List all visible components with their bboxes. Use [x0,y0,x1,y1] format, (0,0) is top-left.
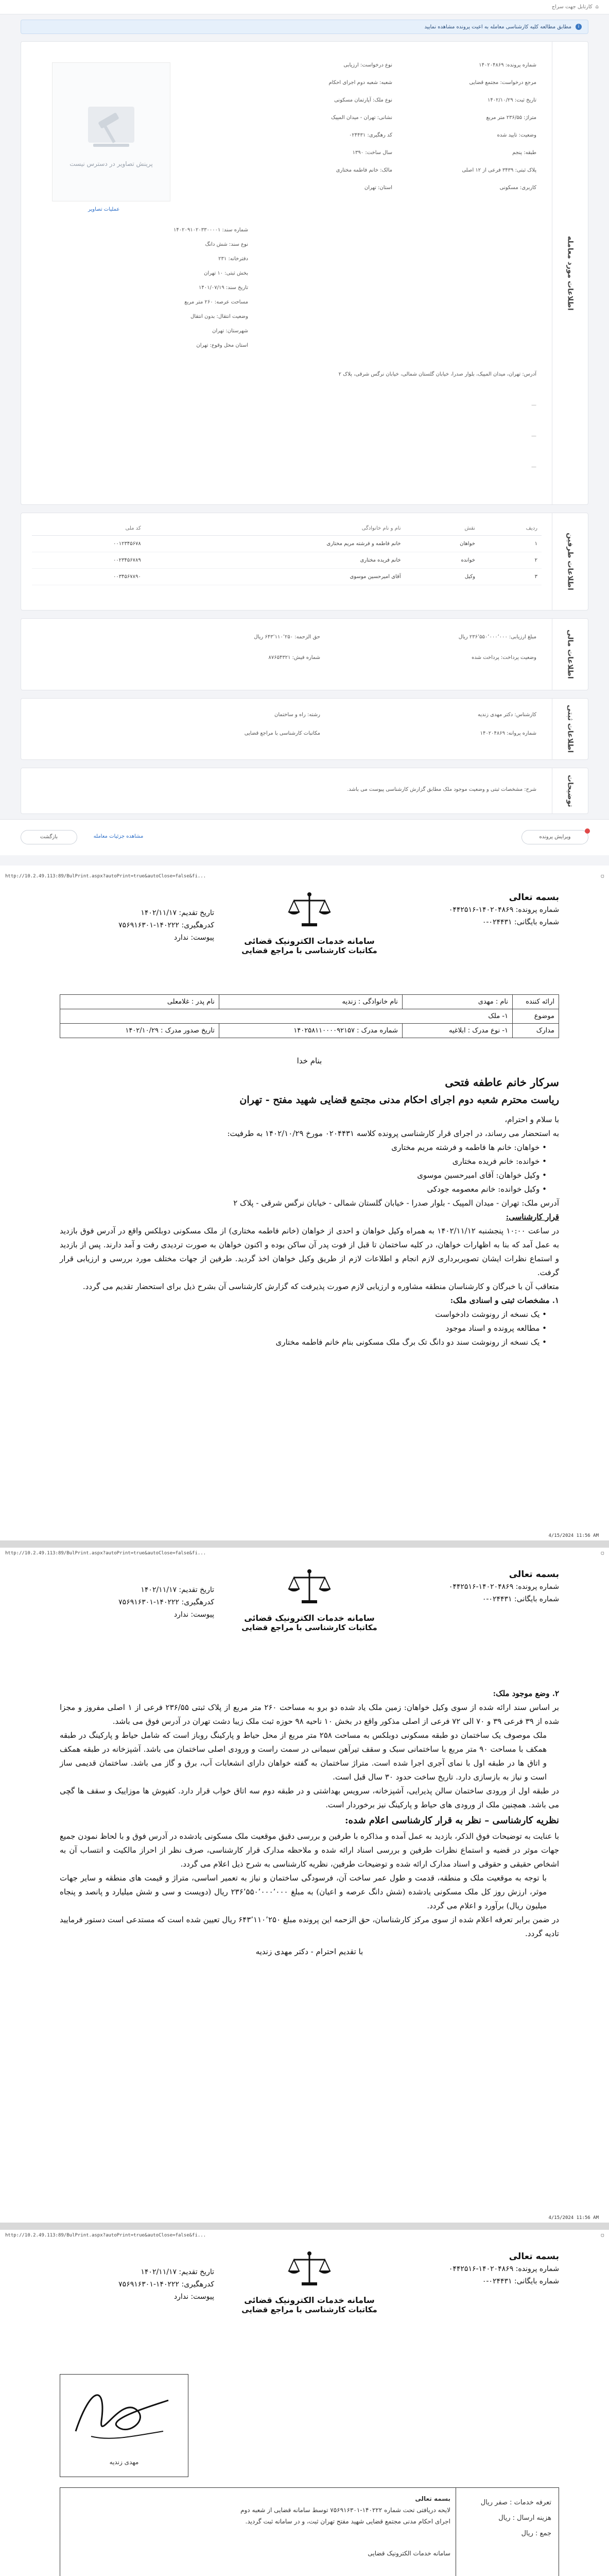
org-subtitle-2: مکاتبات کارشناسی با مراجع قضایی [241,1623,377,1632]
heading-submit-date: تاریخ تقدیم: ۱۴۰۲/۱۱/۱۷ [141,909,214,917]
meta-row-subject: موضوع ۱- ملک [60,1009,559,1024]
top-breadcrumb-bar [0,0,609,14]
parties-column-header: نقش [405,521,479,536]
receipt-box [60,2487,559,2576]
scales-of-justice-icon [286,2250,333,2292]
breadcrumb[interactable]: کارتابل جهت سراج [551,4,593,10]
doc-letterhead-2 [60,1568,559,1687]
heading-attachment-3: پیوست: ندارد [173,2293,214,2301]
registration-field: رشته: راه و ساختمان [274,712,320,718]
card-title-case: اطلاعات مورد معامله [552,42,588,504]
print-header-2 [0,1548,609,1559]
table-cell: خواهان [405,536,479,552]
doc-letterhead-3 [60,2250,559,2369]
signature-image [60,2375,184,2457]
case-field: نشانی: تهران - میدان المپیک [331,115,392,121]
doc-section-title-2: نظریه کارشناسی – نظر به قرار کارشناسی اعلام شده: [345,1815,559,1826]
registration-field: مکاتبات کارشناسی با مراجع قضایی [244,731,320,736]
table-cell: ۲ [479,552,542,569]
print-url-2: http://10.2.49.113:89/BulPrint.aspx?autoPrint=true&autoClose=false&fi... [5,1551,206,1556]
case-field: شماره پرونده: ۱۴۰۲۰۴۸۶۹ [479,62,536,68]
org-title-2: سامانه خدمات الکترونیک قضائی [244,1613,375,1623]
doc-item-1: ۱. مشخصات ثبتی و اسنادی ملک: [450,1296,559,1305]
view-details-link[interactable]: مشاهده جزئیات معامله [93,834,144,839]
doc-para-2: متعاقب آن با خبرگان و کارشناسان منطقه مشاوره و ارزیابی لازم صورت پذیرفت که گزارش کارشناسی آن بشرح ذیل برای استحضار تقدیم می گردد. [82,1282,559,1291]
parties-table [32,521,542,585]
table-cell: ۰۰۲۳۴۵۶۷۸۹ [32,552,145,569]
heading-case-number: شماره پرونده: ۱۴۰۲۰۴۸۶۹-۰۴۴۲۵۱۶ [448,906,559,914]
table-cell: ۳ [479,569,542,585]
signature-caption: مهدی زندیه [109,2459,139,2466]
notice-text: مطابق مطالعه کلیه کارشناسی معامله به اعیت پرونده مشاهده نمایید [424,24,571,30]
description-text: شرح: مشخصات ثبتی و وضعیت موجود ملک مطابق گزارش کارشناسی پیوست می باشد. [347,787,536,792]
heading-bismillah: بسمه تعالی [509,892,559,903]
case-field-secondary: مساحت عرصه: ۲۶۰ متر مربع [184,299,248,305]
heading-tracking-code-3: کدرهگیری: ۱۴۰۲۲۲-۷۵۶۹۱۶۳۰۱ [118,2280,214,2289]
table-cell: ۱ [479,536,542,552]
card-title-parties: اطلاعات طرفین [552,513,588,610]
home-icon[interactable]: ⌂ [595,4,599,10]
doc-addressee-line2: ریاست محترم شعبه دوم اجرای احکام مدنی مجتمع قضایی شهید مفتح - تهران [239,1094,559,1106]
image-placeholder [52,62,170,201]
table-row [32,552,542,569]
case-field-secondary: بخش ثبتی: ۱۰ تهران [204,270,248,276]
case-field: پلاک ثبتی: ۳۴۳۹ فرعی از ۱۲ اصلی [462,167,536,173]
document-page-1 [0,871,609,1540]
image-operations-link[interactable]: عملیات تصاویر [88,207,120,212]
heading-archive-number: شماره بایگانی: ۰۲۴۴۳۱-۰ [482,918,559,926]
table-cell: ۰۰۳۴۵۶۷۸۹۰ [32,569,145,585]
print-timestamp: 4/15/2024 11:56 AM [548,1533,599,1538]
parties-card [21,513,588,611]
receipt-content [234,2493,450,2559]
print-timestamp-2: 4/15/2024 11:56 AM [548,2215,599,2221]
table-cell: خانم فاطمه و فرشته مریم مختاری [145,536,405,552]
finance-field: وضعیت پرداخت: پرداخت شده [472,655,536,660]
doc-para-3: بر اساس سند ارائه شده از سوی وکیل خواهان: زمین ملک یاد شده دو برو به مساحت ۲۶۰ متر مربع از پلاک ثبتی ۲۳۶/۵۵ فرعی از ۱ اصلی مفروز و مجزا شده از ۳۹ فرعی ۳۹ و ۷۰ الی ۷۲ فرعی از اصلی مذکور واقع در بخش ۱۰ ناحیه ۹۸ حوزه ثبت ملک زیبا دشت تهران در آدرس فوق می باشد. [60,1703,559,1726]
case-field-secondary: تاریخ سند: ۱۴۰۱/۰۷/۱۹ [199,285,248,291]
org-title-3: سامانه خدمات الکترونیک قضائی [244,2295,375,2305]
case-extra-3: — [531,464,536,470]
case-field: کاربری: مسکونی [499,185,536,191]
heading-bismillah-3: بسمه تعالی [509,2251,559,2262]
notification-dot [585,828,590,834]
scales-of-justice-icon [286,891,333,933]
meta-row-documents: مدارک ۱- نوع مدرک : ابلاغیه شماره مدرک : ۱۴۰۲۵۸۱۱۰۰۰۰۹۲۱۵۷ تاریخ صدور مدرک : ۱۴۰۲/۱۰/۲۹ [60,1024,559,1038]
receipt-org: سامانه خدمات الکترونیک قضایی [368,2550,450,2557]
edit-case-label: ویرایش پرونده [539,834,571,840]
print-header-3 [0,2230,609,2241]
case-field-secondary: شهرستان: تهران [212,328,248,334]
case-field: وضعیت: تایید شده [497,132,536,138]
case-field: کد رهگیری: ۰۲۴۴۳۱ [349,132,392,138]
fees-column [456,2488,559,2576]
doc-para-5: در طبقه اول از ورودی ساختمان سالن پذیرایی، آشپزخانه، سرویس بهداشتی و در طبقه دوم سه اتاق خواب قرار دارد. کفپوش ها موزاییک و سقف ها گچی می باشد. همچنین ملک از ورودی های حیاط و پارکینگ نیز برخوردار است. [60,1786,559,1809]
page-separator [0,1540,609,1548]
case-field: تاریخ ثبت: ۱۴۰۲/۱۰/۲۹ [488,97,536,103]
signature-box [60,2374,188,2477]
document-page-2 [0,1548,609,2223]
letterhead-left-2 [60,1584,214,1621]
doc-para-8: در ضمن برابر تعرفه اعلام شده از سوی مرکز کارشناسان، حق الزحمه این پرونده مبلغ ۶۴۳٬۱۱۰٬۲۵۰ ریال تعیین شده است که مستدعی است دستور فرمایید تادیه گردد. [60,1915,559,1938]
finance-field: شماره فیش: ۸۷۶۵۴۳۲۱ [268,655,320,660]
case-field: مرجع درخواست: مجتمع قضایی [469,80,536,86]
letterhead-left [60,907,214,944]
case-field-secondary: استان محل وقوع: تهران [196,343,248,348]
letterhead-left-3 [60,2266,214,2303]
back-button[interactable]: بازگشت [21,830,77,844]
table-cell: ۰۰۱۲۳۴۵۶۷۸ [32,536,145,552]
parties-column-header: ردیف [479,521,542,536]
receipt-text: لایحه دریافتی تحت شماره ۱۴۰۲۲۲-۷۵۶۹۱۶۳۰۱ توسط سامانه قضایی از شعبه دوم اجرای احکام مدنی مجتمع قضایی شهید مفتح تهران ثبت، و در سامانه ثبت گردید. [240,2506,450,2525]
case-info-card [21,41,588,505]
letterhead-right-3 [389,2250,559,2287]
card-title-finance: اطلاعات مالی [552,619,588,690]
heading-tracking-code-2: کدرهگیری: ۱۴۰۲۲۲-۷۵۶۹۱۶۳۰۱ [118,1598,214,1606]
case-field: متراژ: ۲۳۶/۵۵ متر مربع [486,115,536,121]
case-extra-1: — [531,402,536,408]
case-field-secondary: وضعیت انتقال: بدون انتقال [190,314,248,319]
doc-document-item: • یک نسخه از رونوشت دادخواست [435,1310,547,1319]
doc-para-6: با عنایت به توضیحات فوق الذکر، بازدید به عمل آمده و مذاکره با طرفین و بررسی دقیق موقعیت ملک مسکونی یادشده در آدرس فوق و با لحاظ نمودن جمیع جهات موثر در قضیه و استماع نظرات طرفین و بررسی اسناد ارائه شده و ملاحظه مدارک قرار کارشناسی، صرف نظر از احراز مالکیت و انتساب آن به اشخاص حقیقی و حقوقی و اسناد مدارک ارائه شده و توضیحات طرفین، نظریه کارشناسی به شرح ذیل اعلام می گردد. [60,1832,559,1869]
doc-para-1: در ساعت ۱۰:۰۰ پنجشنبه ۱۴۰۲/۱۱/۱۲ به همراه وکیل خواهان و احدی از خواهان (خانم فاطمه مختاری) از ملک مسکونی دوبلکس واقع در آدرس فوق بازدید به عمل آمد که بنا به اظهارات خواهان، در کلیه ساختمان تا قبل از فوت پدر آن ساکن بوده و اکنون خواهان به صورت تردیدی رفت و آمد دارند. پس از بازدید و استماع نظرات ایشان تصویربرداری لازم انجام و اطلاعات لازم از طریق وکیل خواهان اخذ گردید. طرفین از جهات مختلف مورد بررسی و ارزیابی قرار گرفت. [60,1226,559,1277]
doc-party-item: • وکیل خوانده: خانم معصومه جودکی [427,1184,547,1194]
doc-intro: به استحضار می رساند، در اجرای قرار کارشناسی پرونده کلاسه ۰۲۰۴۴۳۱ مورخ ۱۴۰۲/۱۰/۲۹ به طرفیت: [227,1129,559,1138]
doc-addressee: سرکار خانم عاطفه فتحی [445,1076,559,1089]
registration-field: کارشناس: دکتر مهدی زندیه [478,712,536,718]
print-header [0,871,609,882]
case-address: آدرس: تهران، میدان المپیک، بلوار صدرا، خیابان گلستان شمالی، خیابان نرگس شرقی، پلاک ۲ [338,371,536,377]
heading-attachment-2: پیوست: ندارد [173,1611,214,1619]
letterhead-right-2 [389,1568,559,1605]
receipt-title: بسمه تعالی [415,2495,450,2502]
meta-row-submitter: ارائه کننده نام : مهدی نام خانوادگی : زندیه نام پدر : غلامعلی [60,995,559,1009]
heading-archive-number-3: شماره بایگانی: ۰۲۴۴۳۱-۰ [482,2277,559,2285]
case-field: نوع ملک: آپارتمان مسکونی [334,97,392,103]
case-field-secondary: شماره سند: ۱۴۰۲۰۹۱۰۲۰۳۳۰۰۰۰۱ [173,227,248,233]
letterhead-center [230,891,389,955]
case-field: سال ساخت: ۱۳۹۰ [352,150,392,156]
org-subtitle: مکاتبات کارشناسی با مراجع قضایی [241,946,377,955]
print-page-icon: ▢ [601,874,604,879]
description-card [21,768,588,814]
doc-greeting: با سلام و احترام، [504,1115,559,1124]
fee-line: تعرفه خدمات : صفر ریال [480,2499,551,2506]
card-title-desc: توضیحات [552,768,588,814]
doc-para-7: با توجه به موقعیت ملک و منطقه، قدمت و طول عمر ساخت آن، فرسودگی ساختمان و نیاز به تعمیر اساسی، متراژ و قیمت های منطقه و سایر جهات موثر، ارزش روز کل ملک مسکونی یادشده (شش دانگ عرصه و اعیان) به مبلغ ۲۳۶٬۵۵۰٬۰۰۰٬۰۰۰ ریال (دویست و سی و شش میلیارد و پانصد و پنجاه میلیون ریال) برآورد و اعلام می گردد. [60,1873,547,1910]
gavel-icon [83,96,140,153]
case-field-secondary: دفترخانه: ۲۳۱ [218,256,248,262]
org-subtitle-3: مکاتبات کارشناسی با مراجع قضایی [241,2305,377,2314]
heading-case-number-2: شماره پرونده: ۱۴۰۲۰۴۸۶۹-۰۴۴۲۵۱۶ [448,1583,559,1591]
org-title: سامانه خدمات الکترونیک قضائی [244,936,375,946]
table-row [32,536,542,552]
doc-party-item: • خوانده: خانم فریده مختاری [452,1157,547,1166]
doc-documents-list [60,1308,559,1349]
doc-party-item: • خواهان: خانم ها فاطمه و فرشته مریم مختاری [391,1143,547,1152]
doc-address: آدرس ملک: تهران - میدان المپیک - بلوار صدرا - خیابان گلستان شمالی - خیابان نرگس شرقی - پلاک ۲ [233,1198,559,1208]
doc-bismillah: بنام خدا [297,1056,322,1065]
parties-column-header: نام و نام خانوادگی [145,521,405,536]
info-icon: i [576,24,582,30]
case-field: استان: تهران [364,185,392,191]
heading-submit-date-2: تاریخ تقدیم: ۱۴۰۲/۱۱/۱۷ [141,1586,214,1594]
doc-parties-list [60,1141,559,1196]
doc-para-4: ملک موصوف یک ساختمان دو طبقه مسکونی دوبلکس به مساحت ۲۵۸ متر مربع از محل حیاط و پارکینگ روباز است که شامل حیاط و پارکینگ در طبقه همکف با مساحت ۹۰ متر مربع با ساختمانی سبک و سقف تیرآهن سیمانی در سمت راست و ورودی اصلی ساختمان می باشد. آشپزخانه در طبقه همکف و اتاق ها در طبقه اول با نمای آجری اجرا شده است. متراژ ساختمان به گفته خواهان دارای انشعابات آب، برق و گاز می باشد. ساختمان قدیمی ساز است و نیاز به بازسازی دارد. تاریخ ساخت حدود ۳۰ سال قبل است. [60,1731,547,1782]
table-cell: خوانده [405,552,479,569]
doc-signoff: با تقدیم احترام - دکتر مهدی زندیه [255,1947,363,1956]
fee-line: هزینه ارسال : ریال [498,2514,551,2522]
info-notice [21,20,588,34]
edit-case-button[interactable] [521,830,588,844]
doc-item-2: ۲. وضع موجود ملک: [493,1689,559,1698]
doc-body-2 [60,1687,559,1959]
case-details-app [0,0,609,866]
doc-party-item: • وکیل خواهان: آقای امیرحسین موسوی [417,1171,547,1180]
case-extra-2: — [531,433,536,439]
heading-case-number-3: شماره پرونده: ۱۴۰۲۰۴۸۶۹-۰۴۴۲۵۱۶ [448,2265,559,2273]
page-separator-2 [0,2223,609,2230]
doc-section-title-1: قرار کارشناسی: [506,1212,559,1222]
scales-of-justice-icon [286,1568,333,1609]
heading-tracking-code: کدرهگیری: ۱۴۰۲۲۲-۷۵۶۹۱۶۳۰۱ [118,921,214,929]
print-page-icon-3: ▢ [601,2233,604,2238]
doc-document-item: • یک نسخه از رونوشت سند دو دانگ تک برگ ملک مسکونی بنام خانم فاطمه مختاری [275,1337,547,1347]
case-field: نوع درخواست: ارزیابی [343,62,392,68]
card-title-meta: اطلاعات ثبتی [552,699,588,759]
letterhead-center-2 [230,1568,389,1632]
parties-table-header [32,521,542,536]
case-field: طبقه: پنجم [512,150,536,156]
letterhead-center-3 [230,2250,389,2314]
doc-body-1 [60,1056,559,1349]
case-field: شعبه: شعبه دوم اجرای احکام [328,80,392,86]
finance-card [21,618,588,690]
finance-field: حق الزحمه: ۶۴۳٬۱۱۰٬۲۵۰ ریال [254,634,320,640]
letterhead-right [389,891,559,928]
print-page-icon-2: ▢ [601,1551,604,1556]
placeholder-text: پرینش تصاویر در دسترس نیست [69,160,153,167]
parties-column-header: کد ملی [32,521,145,536]
doc-meta-table [60,994,559,1038]
registration-card [21,698,588,760]
case-field: مالک: خانم فاطمه مختاری [336,167,392,173]
print-url: http://10.2.49.113:89/BulPrint.aspx?autoPrint=true&autoClose=false&fi... [5,874,206,879]
print-url-3: http://10.2.49.113:89/BulPrint.aspx?autoPrint=true&autoClose=false&fi... [5,2233,206,2238]
table-row [32,569,542,585]
finance-field: مبلغ ارزیابی: ۲۳۶٬۵۵۰٬۰۰۰٬۰۰۰ ریال [458,634,536,640]
table-cell: آقای امیرحسین موسوی [145,569,405,585]
heading-archive-number-2: شماره بایگانی: ۰۲۴۴۳۱-۰ [482,1595,559,1603]
table-cell: خانم فریده مختاری [145,552,405,569]
registration-field: شماره پروانه: ۱۴۰۲۰۴۸۶۹ [480,731,536,736]
heading-bismillah-2: بسمه تعالی [509,1569,559,1580]
heading-attachment: پیوست: ندارد [173,934,214,942]
case-field-secondary: نوع سند: شش دانگ [205,242,248,247]
doc-document-item: • مطالعه پرونده و اسناد موجود [445,1324,547,1333]
heading-submit-date-3: تاریخ تقدیم: ۱۴۰۲/۱۱/۱۷ [141,2268,214,2276]
table-cell: وکیل [405,569,479,585]
fee-line: جمع : ریال [521,2530,551,2537]
bottom-action-bar [0,819,609,855]
document-page-3 [0,2230,609,2576]
